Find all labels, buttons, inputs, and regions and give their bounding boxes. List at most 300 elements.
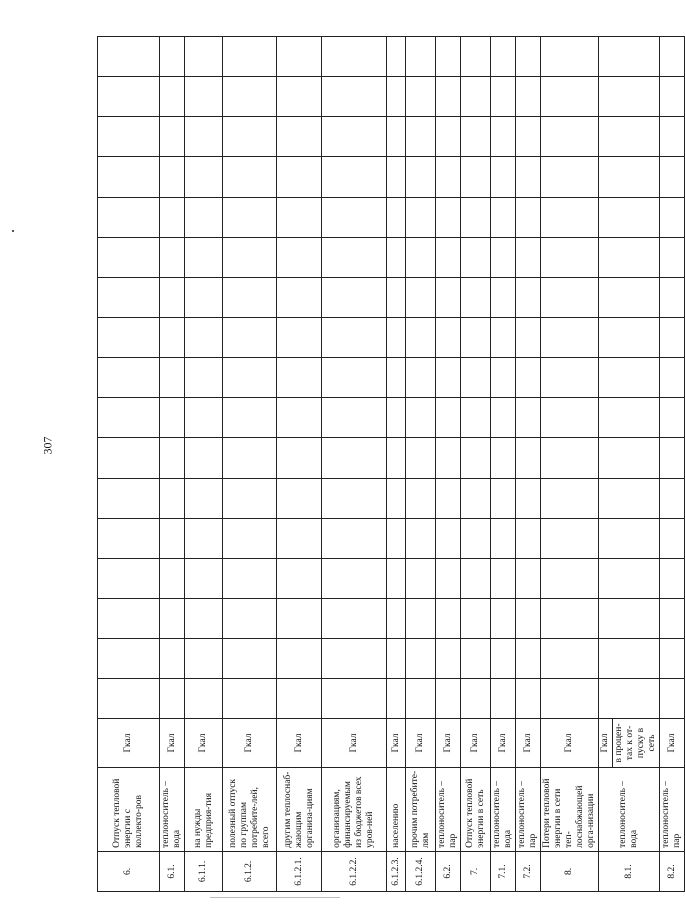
empty-cell	[461, 318, 491, 358]
row-number: 8.2.	[660, 851, 685, 891]
empty-cell	[491, 77, 516, 117]
empty-cell	[436, 599, 461, 639]
empty-cell	[387, 197, 406, 237]
empty-cell	[491, 558, 516, 598]
empty-cell	[436, 639, 461, 679]
empty-cell	[406, 318, 436, 358]
empty-cell	[491, 438, 516, 478]
empty-cell	[98, 478, 160, 518]
empty-cell	[491, 478, 516, 518]
empty-cell	[98, 277, 160, 317]
empty-cell	[223, 197, 277, 237]
empty-cell	[491, 679, 516, 719]
empty-cell	[406, 117, 436, 157]
empty-cell	[436, 37, 461, 77]
empty-cell	[98, 318, 160, 358]
empty-cell	[277, 679, 322, 719]
empty-cell	[599, 237, 660, 277]
row-number: 6.1.2.2.	[322, 851, 387, 891]
row-name: теплоноситель – пар	[436, 767, 461, 851]
empty-cell	[461, 277, 491, 317]
row-unit: Гкал	[406, 719, 436, 767]
empty-cell	[436, 518, 461, 558]
empty-cell	[387, 77, 406, 117]
empty-cell	[277, 558, 322, 598]
row-name: Отпуск тепловой энергии в сеть	[461, 767, 491, 851]
empty-cell	[660, 237, 685, 277]
empty-cell	[406, 358, 436, 398]
row-unit: Гкал	[387, 719, 406, 767]
data-table	[97, 36, 685, 892]
row-unit: Гкал	[277, 719, 322, 767]
empty-cell	[160, 237, 185, 277]
row-name: организациям, финансируемым из бюджетов всех уров-ней	[322, 767, 387, 851]
empty-cell	[660, 639, 685, 679]
empty-cell	[322, 398, 387, 438]
empty-cell	[160, 77, 185, 117]
empty-cell	[160, 358, 185, 398]
empty-cell	[185, 639, 223, 679]
empty-cell	[516, 478, 541, 518]
table-row	[98, 37, 160, 892]
row-unit: Гкал	[436, 719, 461, 767]
empty-cell	[277, 117, 322, 157]
row-name: Отпуск тепловой энергии с коллекто-ров	[98, 767, 160, 851]
empty-cell	[185, 478, 223, 518]
empty-cell	[185, 237, 223, 277]
empty-cell	[491, 398, 516, 438]
row-number: 8.	[541, 851, 599, 891]
table-row	[491, 37, 516, 892]
empty-cell	[599, 518, 660, 558]
empty-cell	[387, 358, 406, 398]
empty-cell	[461, 518, 491, 558]
empty-cell	[322, 599, 387, 639]
empty-cell	[160, 318, 185, 358]
empty-cell	[98, 358, 160, 398]
empty-cell	[322, 679, 387, 719]
empty-cell	[387, 639, 406, 679]
empty-cell	[599, 318, 660, 358]
empty-cell	[541, 358, 599, 398]
empty-cell	[387, 398, 406, 438]
row-name: другим теплоснаб-жающим организа-циям	[277, 767, 322, 851]
empty-cell	[461, 478, 491, 518]
empty-cell	[541, 639, 599, 679]
empty-cell	[461, 599, 491, 639]
empty-cell	[516, 599, 541, 639]
empty-cell	[322, 639, 387, 679]
empty-cell	[160, 37, 185, 77]
empty-cell	[387, 558, 406, 598]
empty-cell	[660, 77, 685, 117]
table-row	[322, 37, 387, 892]
empty-cell	[516, 37, 541, 77]
row-number: 6.1.2.	[223, 851, 277, 891]
row-number: 7.	[461, 851, 491, 891]
empty-cell	[461, 37, 491, 77]
empty-cell	[98, 599, 160, 639]
empty-cell	[387, 318, 406, 358]
row-unit: Гкал	[516, 719, 541, 767]
empty-cell	[223, 398, 277, 438]
empty-cell	[387, 679, 406, 719]
empty-cell	[406, 558, 436, 598]
empty-cell	[277, 277, 322, 317]
table-row	[223, 37, 277, 892]
empty-cell	[516, 157, 541, 197]
empty-cell	[185, 518, 223, 558]
empty-cell	[516, 197, 541, 237]
empty-cell	[98, 558, 160, 598]
empty-cell	[322, 438, 387, 478]
empty-cell	[223, 277, 277, 317]
row-unit: Гкал	[461, 719, 491, 767]
empty-cell	[436, 157, 461, 197]
empty-cell	[160, 157, 185, 197]
empty-cell	[277, 197, 322, 237]
empty-cell	[223, 599, 277, 639]
empty-cell	[98, 438, 160, 478]
row-unit: Гкал	[160, 719, 185, 767]
empty-cell	[160, 558, 185, 598]
empty-cell	[185, 117, 223, 157]
empty-cell	[406, 518, 436, 558]
empty-cell	[185, 197, 223, 237]
empty-cell	[491, 639, 516, 679]
footer-line	[210, 897, 340, 898]
row-name: прочим потребите-лям	[406, 767, 436, 851]
table-row	[277, 37, 322, 892]
empty-cell	[599, 478, 660, 518]
empty-cell	[98, 398, 160, 438]
empty-cell	[660, 358, 685, 398]
empty-cell	[406, 237, 436, 277]
empty-cell	[660, 438, 685, 478]
empty-cell	[491, 117, 516, 157]
empty-cell	[160, 679, 185, 719]
row-name: теплоноситель – вода	[599, 767, 660, 851]
empty-cell	[461, 438, 491, 478]
row-name: теплоноситель – вода	[491, 767, 516, 851]
empty-cell	[185, 277, 223, 317]
empty-cell	[541, 277, 599, 317]
row-number: 6.	[98, 851, 160, 891]
empty-cell	[516, 358, 541, 398]
empty-cell	[541, 478, 599, 518]
empty-cell	[322, 358, 387, 398]
empty-cell	[160, 599, 185, 639]
empty-cell	[406, 157, 436, 197]
empty-cell	[436, 237, 461, 277]
empty-cell	[387, 478, 406, 518]
empty-cell	[223, 438, 277, 478]
empty-cell	[461, 77, 491, 117]
empty-cell	[277, 37, 322, 77]
row-name: Потери тепловой энергии в сети теп-лоснабжающей орга-низации	[541, 767, 599, 851]
empty-cell	[406, 398, 436, 438]
table-row	[436, 37, 461, 892]
empty-cell	[516, 318, 541, 358]
row-unit: Гкал	[185, 719, 223, 767]
empty-cell	[387, 37, 406, 77]
row-name: теплоноситель – пар	[516, 767, 541, 851]
empty-cell	[185, 679, 223, 719]
empty-cell	[185, 398, 223, 438]
empty-cell	[223, 679, 277, 719]
empty-cell	[322, 117, 387, 157]
empty-cell	[541, 197, 599, 237]
empty-cell	[461, 237, 491, 277]
empty-cell	[491, 518, 516, 558]
empty-cell	[160, 197, 185, 237]
empty-cell	[406, 77, 436, 117]
empty-cell	[406, 679, 436, 719]
empty-cell	[406, 37, 436, 77]
table-row	[516, 37, 541, 892]
empty-cell	[98, 37, 160, 77]
empty-cell	[322, 277, 387, 317]
row-number: 6.2.	[436, 851, 461, 891]
empty-cell	[322, 237, 387, 277]
empty-cell	[223, 518, 277, 558]
empty-cell	[660, 197, 685, 237]
scan-speck	[12, 230, 14, 232]
row-name: на нужды предприя-тия	[185, 767, 223, 851]
empty-cell	[277, 358, 322, 398]
row-name: населению	[387, 767, 406, 851]
empty-cell	[491, 197, 516, 237]
empty-cell	[599, 77, 660, 117]
row-number: 8.1.	[599, 851, 660, 891]
empty-cell	[322, 518, 387, 558]
empty-cell	[277, 438, 322, 478]
row-number: 6.1.2.3.	[387, 851, 406, 891]
empty-cell	[516, 639, 541, 679]
empty-cell	[406, 639, 436, 679]
page-number: 307	[40, 436, 55, 455]
empty-cell	[436, 77, 461, 117]
empty-cell	[436, 358, 461, 398]
empty-cell	[516, 438, 541, 478]
empty-cell	[223, 358, 277, 398]
empty-cell	[599, 398, 660, 438]
empty-cell	[406, 438, 436, 478]
row-unit: Гкал	[660, 719, 685, 767]
empty-cell	[599, 117, 660, 157]
empty-cell	[223, 237, 277, 277]
row-number: 6.1.2.1.	[277, 851, 322, 891]
empty-cell	[322, 197, 387, 237]
empty-cell	[541, 438, 599, 478]
empty-cell	[98, 77, 160, 117]
empty-cell	[660, 37, 685, 77]
empty-cell	[599, 599, 660, 639]
empty-cell	[160, 478, 185, 518]
empty-cell	[516, 117, 541, 157]
empty-cell	[461, 157, 491, 197]
empty-cell	[98, 117, 160, 157]
empty-cell	[491, 237, 516, 277]
table-row	[461, 37, 491, 892]
empty-cell	[660, 558, 685, 598]
empty-cell	[223, 318, 277, 358]
empty-cell	[541, 157, 599, 197]
row-unit-percent: в процен-тах к от-пуску в сеть	[613, 719, 660, 767]
empty-cell	[387, 117, 406, 157]
empty-cell	[277, 157, 322, 197]
empty-cell	[223, 558, 277, 598]
table-row	[599, 37, 613, 892]
table-frame	[97, 36, 682, 892]
empty-cell	[98, 679, 160, 719]
empty-cell	[541, 237, 599, 277]
empty-cell	[277, 599, 322, 639]
empty-cell	[160, 398, 185, 438]
empty-cell	[185, 599, 223, 639]
empty-cell	[461, 197, 491, 237]
empty-cell	[516, 558, 541, 598]
empty-cell	[516, 77, 541, 117]
empty-cell	[322, 478, 387, 518]
empty-cell	[541, 679, 599, 719]
empty-cell	[406, 277, 436, 317]
row-unit: Гкал	[98, 719, 160, 767]
row-unit: Гкал	[223, 719, 277, 767]
empty-cell	[185, 318, 223, 358]
empty-cell	[436, 197, 461, 237]
empty-cell	[436, 398, 461, 438]
empty-cell	[185, 157, 223, 197]
empty-cell	[406, 478, 436, 518]
row-number: 6.1.2.4.	[406, 851, 436, 891]
row-unit: Гкал	[491, 719, 516, 767]
empty-cell	[660, 398, 685, 438]
empty-cell	[660, 318, 685, 358]
empty-cell	[541, 599, 599, 639]
empty-cell	[491, 318, 516, 358]
row-number: 6.1.1.	[185, 851, 223, 891]
empty-cell	[599, 277, 660, 317]
empty-cell	[660, 277, 685, 317]
empty-cell	[322, 37, 387, 77]
empty-cell	[461, 358, 491, 398]
empty-cell	[277, 518, 322, 558]
empty-cell	[387, 157, 406, 197]
empty-cell	[160, 277, 185, 317]
empty-cell	[660, 518, 685, 558]
empty-cell	[223, 37, 277, 77]
empty-cell	[541, 398, 599, 438]
empty-cell	[491, 157, 516, 197]
row-number: 6.1.	[160, 851, 185, 891]
empty-cell	[160, 117, 185, 157]
empty-cell	[277, 398, 322, 438]
empty-cell	[436, 117, 461, 157]
empty-cell	[160, 438, 185, 478]
empty-cell	[660, 478, 685, 518]
empty-cell	[223, 157, 277, 197]
empty-cell	[516, 679, 541, 719]
empty-cell	[436, 558, 461, 598]
row-unit: Гкал	[322, 719, 387, 767]
empty-cell	[322, 77, 387, 117]
empty-cell	[541, 117, 599, 157]
empty-cell	[660, 157, 685, 197]
empty-cell	[387, 237, 406, 277]
empty-cell	[436, 438, 461, 478]
empty-cell	[387, 277, 406, 317]
empty-cell	[387, 599, 406, 639]
row-name: теплоноситель – пар	[660, 767, 685, 851]
row-number: 7.2.	[516, 851, 541, 891]
empty-cell	[322, 558, 387, 598]
empty-cell	[160, 518, 185, 558]
empty-cell	[436, 679, 461, 719]
empty-cell	[599, 197, 660, 237]
table-row	[406, 37, 436, 892]
empty-cell	[322, 318, 387, 358]
empty-cell	[599, 639, 660, 679]
empty-cell	[599, 558, 660, 598]
empty-cell	[223, 639, 277, 679]
empty-cell	[461, 679, 491, 719]
empty-cell	[599, 37, 660, 77]
row-name: полезный отпуск по группам потребите-лей, всего	[223, 767, 277, 851]
empty-cell	[436, 318, 461, 358]
empty-cell	[98, 237, 160, 277]
empty-cell	[277, 77, 322, 117]
rotated-table-container	[97, 36, 682, 892]
empty-cell	[277, 639, 322, 679]
empty-cell	[491, 277, 516, 317]
empty-cell	[98, 197, 160, 237]
table-row	[387, 37, 406, 892]
empty-cell	[516, 237, 541, 277]
empty-cell	[185, 37, 223, 77]
empty-cell	[322, 157, 387, 197]
empty-cell	[491, 37, 516, 77]
empty-cell	[599, 358, 660, 398]
empty-cell	[387, 438, 406, 478]
empty-cell	[541, 318, 599, 358]
empty-cell	[185, 558, 223, 598]
empty-cell	[223, 77, 277, 117]
empty-cell	[660, 599, 685, 639]
row-name: теплоноситель – вода	[160, 767, 185, 851]
empty-cell	[277, 478, 322, 518]
empty-cell	[660, 117, 685, 157]
empty-cell	[461, 639, 491, 679]
empty-cell	[223, 117, 277, 157]
empty-cell	[599, 679, 660, 719]
empty-cell	[277, 237, 322, 277]
table-row	[160, 37, 185, 892]
empty-cell	[599, 438, 660, 478]
empty-cell	[516, 518, 541, 558]
empty-cell	[223, 478, 277, 518]
empty-cell	[491, 599, 516, 639]
empty-cell	[406, 197, 436, 237]
empty-cell	[185, 77, 223, 117]
table-row	[185, 37, 223, 892]
empty-cell	[541, 37, 599, 77]
row-unit: Гкал	[541, 719, 599, 767]
empty-cell	[436, 478, 461, 518]
empty-cell	[98, 639, 160, 679]
empty-cell	[541, 558, 599, 598]
empty-cell	[491, 358, 516, 398]
